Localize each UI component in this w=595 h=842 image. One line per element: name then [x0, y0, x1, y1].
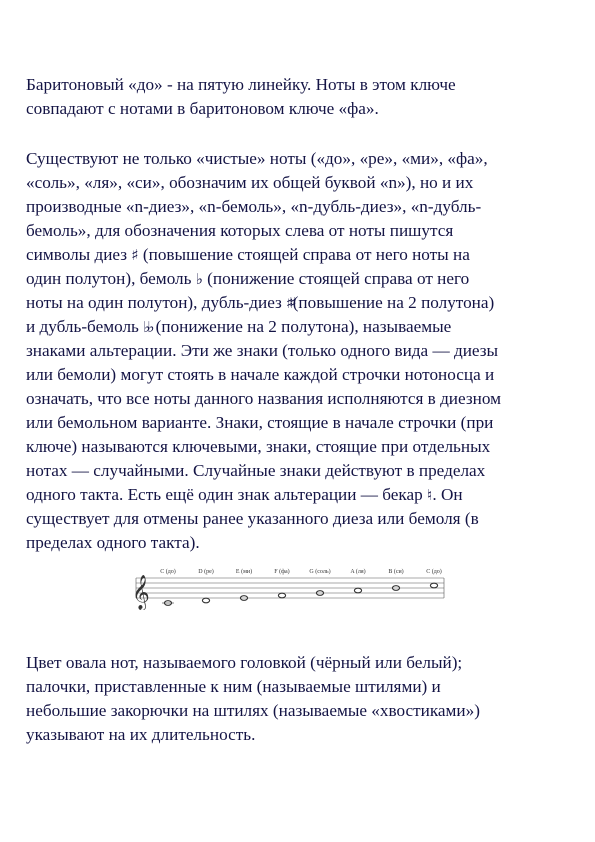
text-line: [26, 243, 574, 267]
text-segment: одного такта. Есть ещё один знак альтерации — бекар: [26, 485, 427, 504]
note-head-d: [202, 598, 209, 603]
note-label: G (соль): [309, 569, 331, 575]
staff-lines: [136, 578, 444, 598]
sharp-icon: ♯: [131, 246, 139, 264]
note-label: C (до): [426, 569, 442, 575]
flat-icon: ♭: [195, 270, 203, 288]
text-line: или бемольном варианте. Знаки, стоящие в начале строчки (при: [26, 413, 494, 432]
note-label: C (до): [160, 569, 176, 575]
paragraph-note-duration: [26, 651, 574, 747]
treble-clef-icon: 𝄞: [132, 575, 150, 610]
text-line: небольшие закорючки на штилях (называемые «хвостиками»): [26, 701, 480, 720]
text-segment: один полутон), бемоль: [26, 269, 196, 288]
text-line: нотах — случайными. Случайные знаки действуют в пределах: [26, 461, 486, 480]
double-sharp-icon: ♯♯: [286, 294, 293, 312]
note-head-f: [278, 593, 285, 598]
text-line: совпадают с нотами в баритоновом ключе «фа».: [26, 99, 379, 118]
text-segment: и дубль-бемоль: [26, 317, 144, 336]
paragraph-baritone-clef: [26, 73, 574, 121]
text-segment: . Он: [432, 485, 463, 504]
text-line: или бемоли) могут стоять в начале каждой строчки нотоносца и: [26, 365, 495, 384]
note-head-c2: [430, 583, 437, 588]
note-head-a: [354, 588, 361, 593]
natural-icon: ♮: [426, 486, 433, 504]
text-segment: (повышение стоящей справа от него ноты на: [138, 245, 470, 264]
note-labels: [160, 568, 442, 575]
text-line: производные «n-диез», «n-бемоль», «n-дубль-диез», «n-дубль-: [26, 197, 482, 216]
text-segment: (повышение на 2 полутона): [292, 293, 495, 312]
text-line: бемоль», для обозначения которых слева от ноты пишутся: [26, 221, 454, 240]
paragraph-alteration-signs: [26, 147, 574, 555]
text-segment: (понижение на 2 полутона), называемые: [151, 317, 452, 336]
text-line: Цвет овала нот, называемого головкой (чёрный или белый);: [26, 653, 463, 672]
text-line: [26, 315, 574, 339]
note-label: A (ля): [350, 569, 366, 575]
text-line: «соль», «ля», «си», обозначим их общей буквой «n»), но и их: [26, 173, 474, 192]
text-line: Баритоновый «до» - на пятую линейку. Ноты в этом ключе: [26, 75, 456, 94]
note-label: D (ре): [198, 569, 214, 575]
text-line: [26, 267, 574, 291]
text-line: Существуют не только «чистые» ноты («до», «ре», «ми», «фа»,: [26, 149, 488, 168]
text-segment: (понижение стоящей справа от него: [202, 269, 470, 288]
text-line: [26, 291, 574, 315]
text-line: существует для отмены ранее указанного диеза или бемоля (в: [26, 509, 479, 528]
text-segment: ноты на один полутон), дубль-диез: [26, 293, 287, 312]
text-segment: символы диез: [26, 245, 132, 264]
double-flat-icon: ♭♭: [143, 318, 152, 336]
whole-notes: [162, 583, 438, 605]
text-line: знаками альтерации. Эти же знаки (только одного вида — диезы: [26, 341, 499, 360]
text-line: ключе) называются ключевыми, знаки, стоящие при отдельных: [26, 437, 491, 456]
note-label: F (фа): [274, 569, 290, 575]
note-label: B (си): [388, 569, 404, 575]
text-line: означать, что все ноты данного названия исполняются в диезном: [26, 389, 501, 408]
music-staff-figure: [128, 560, 448, 610]
text-line: пределах одного такта).: [26, 533, 200, 552]
text-line: [26, 483, 574, 507]
text-line: палочки, приставленные к ним (называемые штилями) и: [26, 677, 441, 696]
note-label: E (ми): [235, 569, 253, 575]
text-line: указывают на их длительность.: [26, 725, 256, 744]
